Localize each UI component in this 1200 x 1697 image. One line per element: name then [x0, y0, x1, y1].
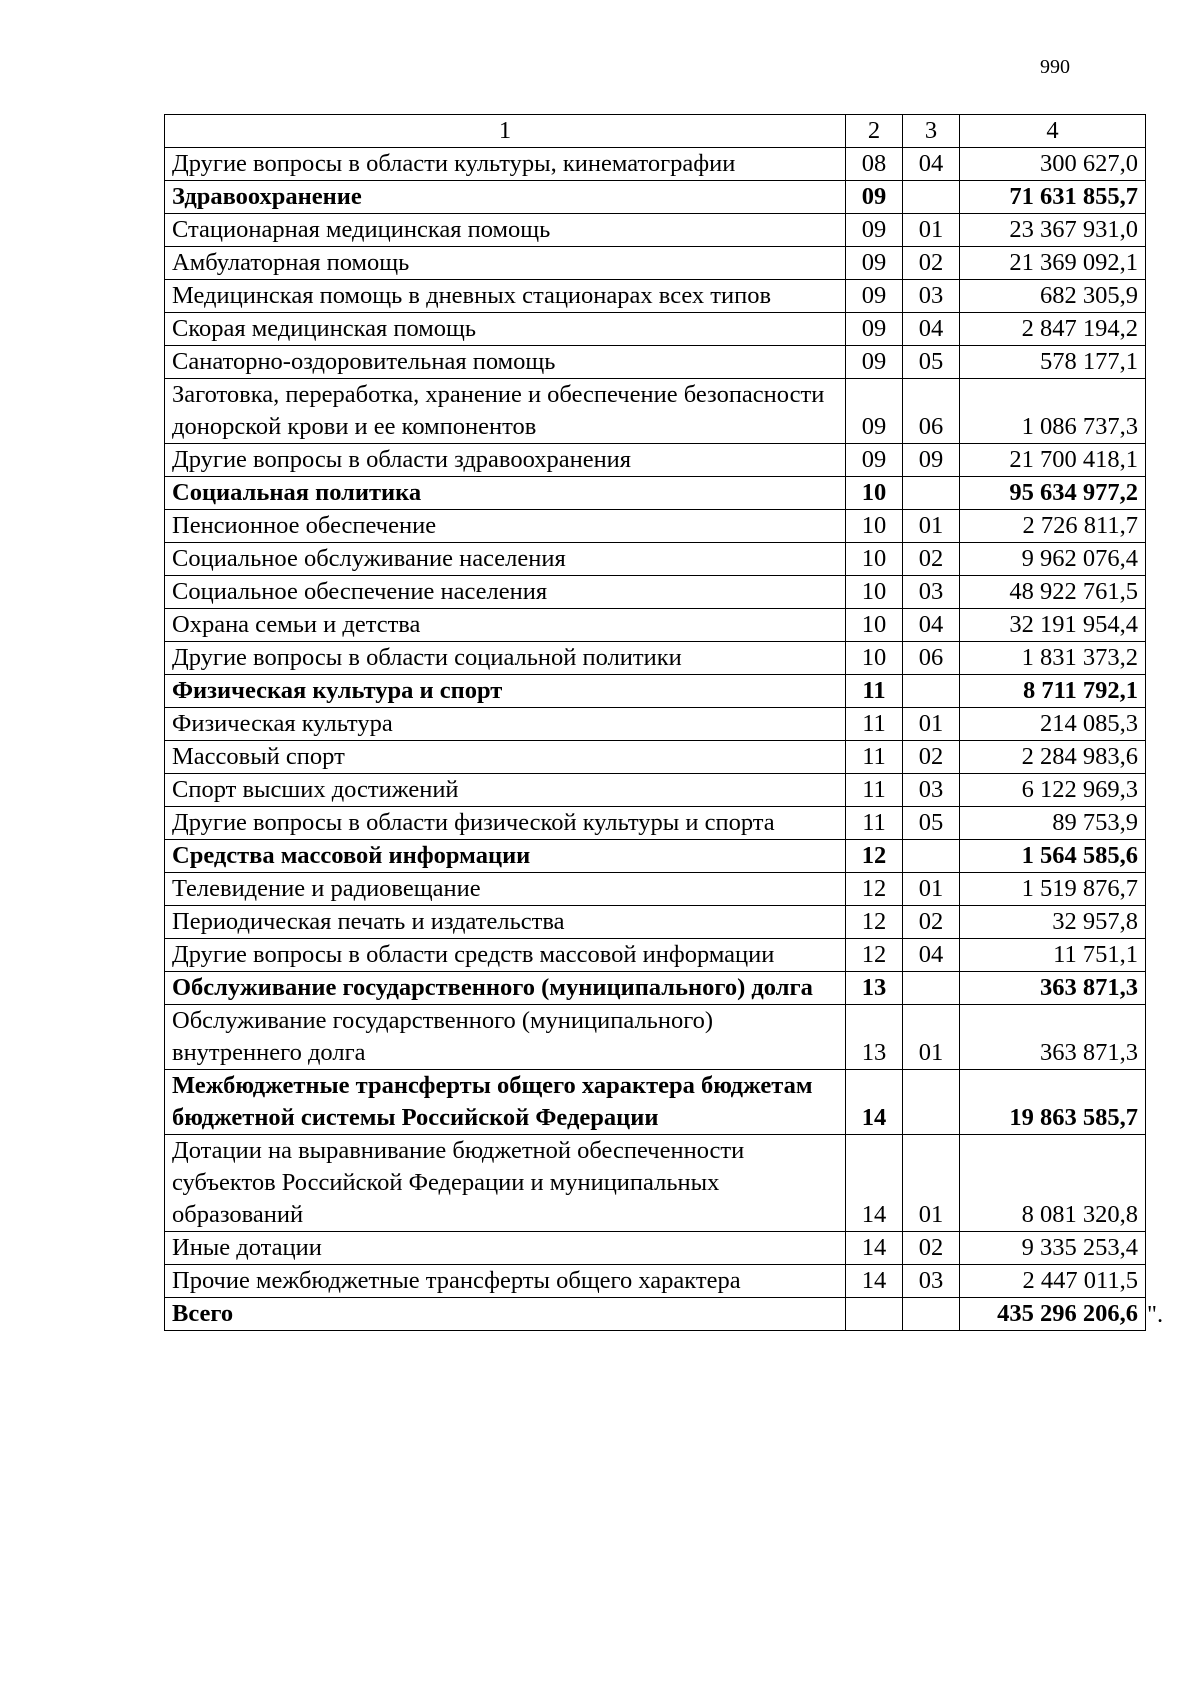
table-row-section [165, 1070, 1146, 1135]
table-row [165, 1265, 1146, 1298]
row-amount: 682 305,9 [960, 280, 1146, 313]
row-subsection-code: 03 [903, 280, 960, 313]
row-section-code: 09 [846, 444, 903, 477]
row-amount: 300 627,0 [960, 148, 1146, 181]
row-name: Физическая культура [165, 708, 846, 741]
row-amount: 8 711 792,1 [960, 675, 1146, 708]
row-subsection-code: 01 [903, 1135, 960, 1232]
row-amount: 2 847 194,2 [960, 313, 1146, 346]
row-name: Медицинская помощь в дневных стационарах всех типов [165, 280, 846, 313]
row-amount: 21 369 092,1 [960, 247, 1146, 280]
row-section-code: 08 [846, 148, 903, 181]
table-row-section [165, 972, 1146, 1005]
row-name: Другие вопросы в области здравоохранения [165, 444, 846, 477]
table-row-section [165, 675, 1146, 708]
budget-table-body [165, 115, 1146, 1331]
table-row [165, 510, 1146, 543]
row-amount: 95 634 977,2 [960, 477, 1146, 510]
table-row [165, 1232, 1146, 1265]
row-section-code: 09 [846, 247, 903, 280]
row-section-code: 12 [846, 840, 903, 873]
row-name: Периодическая печать и издательства [165, 906, 846, 939]
row-subsection-code: 06 [903, 379, 960, 444]
row-section-code: 11 [846, 675, 903, 708]
budget-table [164, 114, 1146, 1331]
row-name: Массовый спорт [165, 741, 846, 774]
row-subsection-code [903, 477, 960, 510]
row-name: Социальное обеспечение населения [165, 576, 846, 609]
row-amount: 2 447 011,5 [960, 1265, 1146, 1298]
table-row [165, 708, 1146, 741]
row-name: Санаторно-оздоровительная помощь [165, 346, 846, 379]
table-row [165, 873, 1146, 906]
row-name: Пенсионное обеспечение [165, 510, 846, 543]
row-section-code: 11 [846, 708, 903, 741]
row-subsection-code: 04 [903, 609, 960, 642]
table-row [165, 214, 1146, 247]
row-subsection-code: 04 [903, 939, 960, 972]
row-name: Другие вопросы в области физической культуры и спорта [165, 807, 846, 840]
row-amount: 19 863 585,7 [960, 1070, 1146, 1135]
row-name: Социальное обслуживание населения [165, 543, 846, 576]
row-amount: 2 726 811,7 [960, 510, 1146, 543]
row-section-code: 11 [846, 774, 903, 807]
row-subsection-code: 01 [903, 1005, 960, 1070]
row-name: Обслуживание государственного (муниципального) внутреннего долга [165, 1005, 846, 1070]
table-row [165, 1005, 1146, 1070]
row-subsection-code: 01 [903, 708, 960, 741]
row-subsection-code: 09 [903, 444, 960, 477]
row-amount: 578 177,1 [960, 346, 1146, 379]
row-section-code: 13 [846, 1005, 903, 1070]
table-row [165, 576, 1146, 609]
row-section-code: 10 [846, 642, 903, 675]
row-section-code: 14 [846, 1135, 903, 1232]
row-name: Прочие межбюджетные трансферты общего характера [165, 1265, 846, 1298]
row-subsection-code: 03 [903, 576, 960, 609]
row-subsection-code: 02 [903, 247, 960, 280]
closing-quote: ". [1147, 1300, 1164, 1328]
row-amount: 48 922 761,5 [960, 576, 1146, 609]
table-row [165, 346, 1146, 379]
row-section-code: 12 [846, 939, 903, 972]
row-section-code: 10 [846, 609, 903, 642]
row-subsection-code: 06 [903, 642, 960, 675]
row-section-code: 09 [846, 280, 903, 313]
row-name: Иные дотации [165, 1232, 846, 1265]
row-section-code: 09 [846, 346, 903, 379]
table-row [165, 642, 1146, 675]
page-number: 990 [1040, 56, 1070, 78]
row-section-code: 12 [846, 906, 903, 939]
row-section-code: 14 [846, 1265, 903, 1298]
row-amount: 32 957,8 [960, 906, 1146, 939]
row-section-code: 10 [846, 510, 903, 543]
row-amount: 2 284 983,6 [960, 741, 1146, 774]
row-name: Другие вопросы в области средств массовой информации [165, 939, 846, 972]
row-subsection-code: 01 [903, 214, 960, 247]
row-subsection-code: 03 [903, 774, 960, 807]
table-row [165, 313, 1146, 346]
table-row [165, 543, 1146, 576]
row-name: Скорая медицинская помощь [165, 313, 846, 346]
row-amount: 9 962 076,4 [960, 543, 1146, 576]
row-amount: 23 367 931,0 [960, 214, 1146, 247]
row-amount: 1 831 373,2 [960, 642, 1146, 675]
table-row [165, 444, 1146, 477]
row-amount: 6 122 969,3 [960, 774, 1146, 807]
table-row [165, 1135, 1146, 1232]
table-row-section [165, 477, 1146, 510]
row-name: Охрана семьи и детства [165, 609, 846, 642]
row-subsection-code [903, 181, 960, 214]
row-section-code: 09 [846, 181, 903, 214]
row-subsection-code: 02 [903, 1232, 960, 1265]
row-section-code: 09 [846, 313, 903, 346]
row-section-code: 11 [846, 807, 903, 840]
row-subsection-code: 05 [903, 346, 960, 379]
row-amount: 11 751,1 [960, 939, 1146, 972]
row-name: Телевидение и радиовещание [165, 873, 846, 906]
row-amount: 9 335 253,4 [960, 1232, 1146, 1265]
row-amount: 32 191 954,4 [960, 609, 1146, 642]
row-subsection-code: 04 [903, 148, 960, 181]
table-row-section [165, 1298, 1146, 1331]
row-subsection-code [903, 840, 960, 873]
row-name: Средства массовой информации [165, 840, 846, 873]
row-subsection-code: 03 [903, 1265, 960, 1298]
table-header-row [165, 115, 1146, 148]
row-section-code: 14 [846, 1070, 903, 1135]
row-amount: 435 296 206,6 [960, 1298, 1146, 1331]
row-section-code: 14 [846, 1232, 903, 1265]
row-subsection-code [903, 1298, 960, 1331]
row-name: Другие вопросы в области культуры, кинематографии [165, 148, 846, 181]
row-subsection-code: 04 [903, 313, 960, 346]
row-section-code: 09 [846, 379, 903, 444]
table-row [165, 939, 1146, 972]
table-row [165, 609, 1146, 642]
row-subsection-code [903, 1070, 960, 1135]
row-name: Обслуживание государственного (муниципального) долга [165, 972, 846, 1005]
table-row [165, 741, 1146, 774]
row-amount: 363 871,3 [960, 1005, 1146, 1070]
table-row [165, 247, 1146, 280]
row-name: Спорт высших достижений [165, 774, 846, 807]
row-name: Здравоохранение [165, 181, 846, 214]
table-row [165, 807, 1146, 840]
row-amount: 1 086 737,3 [960, 379, 1146, 444]
header-col-3: 3 [903, 115, 960, 148]
row-section-code: 09 [846, 214, 903, 247]
table-row [165, 148, 1146, 181]
row-subsection-code: 05 [903, 807, 960, 840]
table-row [165, 774, 1146, 807]
row-subsection-code [903, 675, 960, 708]
row-subsection-code [903, 972, 960, 1005]
row-name: Другие вопросы в области социальной политики [165, 642, 846, 675]
row-section-code: 10 [846, 543, 903, 576]
row-amount: 71 631 855,7 [960, 181, 1146, 214]
row-name: Заготовка, переработка, хранение и обеспечение безопасности донорской крови и ее компонентов [165, 379, 846, 444]
row-name: Дотации на выравнивание бюджетной обеспеченности субъектов Российской Федерации и муниципальных образований [165, 1135, 846, 1232]
row-subsection-code: 01 [903, 873, 960, 906]
header-col-2: 2 [846, 115, 903, 148]
row-name: Физическая культура и спорт [165, 675, 846, 708]
row-subsection-code: 02 [903, 741, 960, 774]
row-name: Амбулаторная помощь [165, 247, 846, 280]
row-subsection-code: 01 [903, 510, 960, 543]
row-amount: 8 081 320,8 [960, 1135, 1146, 1232]
row-name: Социальная политика [165, 477, 846, 510]
table-row [165, 906, 1146, 939]
row-section-code [846, 1298, 903, 1331]
row-section-code: 12 [846, 873, 903, 906]
row-name: Межбюджетные трансферты общего характера бюджетам бюджетной системы Российской Федерации [165, 1070, 846, 1135]
row-amount: 214 085,3 [960, 708, 1146, 741]
row-section-code: 10 [846, 477, 903, 510]
header-col-4: 4 [960, 115, 1146, 148]
row-subsection-code: 02 [903, 906, 960, 939]
row-amount: 89 753,9 [960, 807, 1146, 840]
row-subsection-code: 02 [903, 543, 960, 576]
header-col-1: 1 [165, 115, 846, 148]
table-row [165, 280, 1146, 313]
row-name: Стационарная медицинская помощь [165, 214, 846, 247]
table-row [165, 379, 1146, 444]
row-name: Всего [165, 1298, 846, 1331]
row-amount: 1 519 876,7 [960, 873, 1146, 906]
table-row-section [165, 181, 1146, 214]
table-row-section [165, 840, 1146, 873]
row-section-code: 13 [846, 972, 903, 1005]
row-section-code: 10 [846, 576, 903, 609]
row-amount: 21 700 418,1 [960, 444, 1146, 477]
row-section-code: 11 [846, 741, 903, 774]
row-amount: 1 564 585,6 [960, 840, 1146, 873]
row-amount: 363 871,3 [960, 972, 1146, 1005]
